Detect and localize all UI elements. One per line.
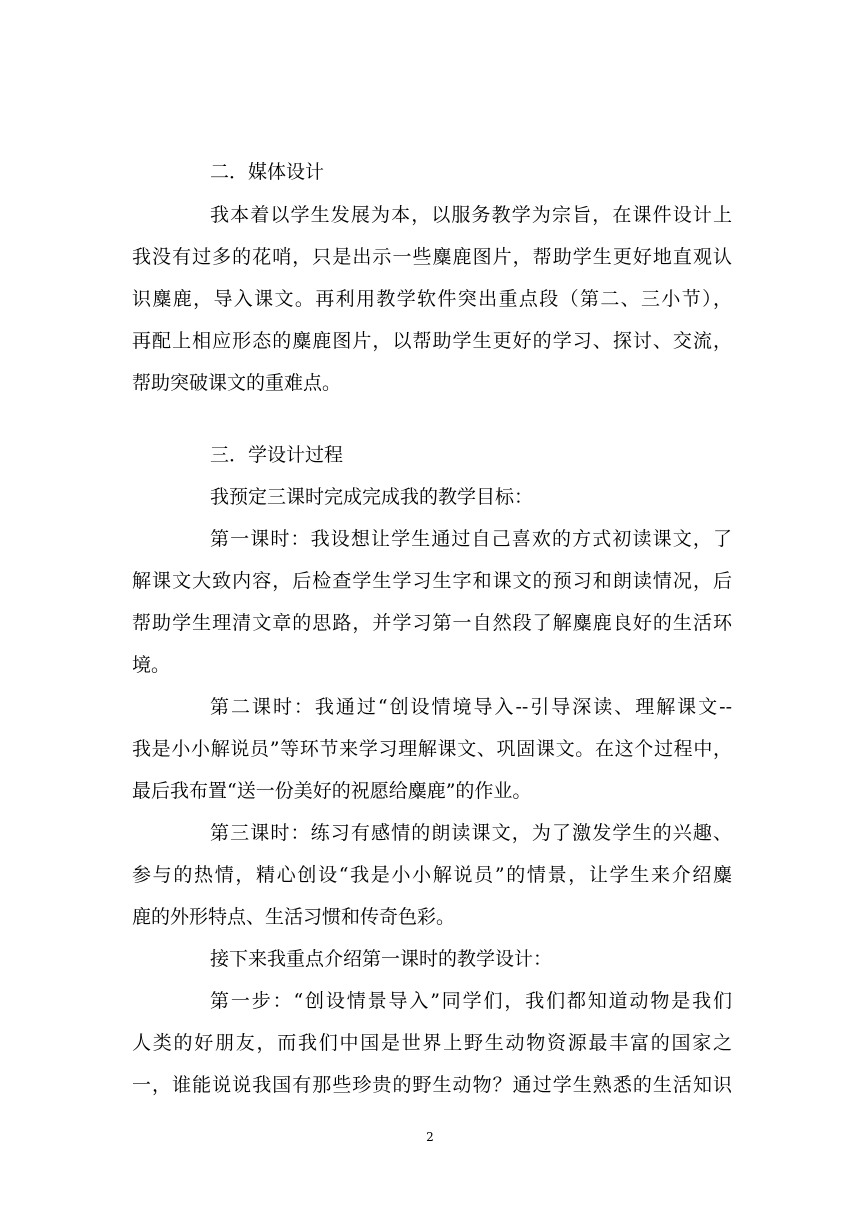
paragraph-line: 境。 bbox=[132, 654, 171, 676]
paragraph-line: 识麋鹿，导入课文。再利用教学软件突出重点段（第二、三小节）， bbox=[132, 288, 732, 310]
paragraph-line: 接下来我重点介绍第一课时的教学设计： bbox=[210, 948, 553, 970]
paragraph-line: 帮助突破课文的重难点。 bbox=[132, 372, 342, 394]
paragraph-line: 我预定三课时完成完成我的教学目标： bbox=[210, 486, 534, 508]
section-heading-process: 三．学设计过程 bbox=[210, 444, 344, 466]
paragraph-line: 我没有过多的花哨，只是出示一些麋鹿图片，帮助学生更好地直观认 bbox=[132, 246, 732, 268]
paragraph-line: 最后我布置“送一份美好的祝愿给麋鹿”的作业。 bbox=[132, 780, 532, 802]
paragraph-line: 第三课时：练习有感情的朗读课文，为了激发学生的兴趣、 bbox=[210, 822, 732, 844]
paragraph-line: 人类的好朋友，而我们中国是世界上野生动物资源最丰富的国家之 bbox=[132, 1032, 732, 1054]
paragraph-line: 帮助学生理清文章的思路，并学习第一自然段了解麋鹿良好的生活环 bbox=[132, 612, 732, 634]
paragraph-line: 鹿的外形特点、生活习惯和传奇色彩。 bbox=[132, 906, 456, 928]
section-heading-media: 二．媒体设计 bbox=[210, 161, 325, 183]
page-number: 2 bbox=[426, 1130, 434, 1144]
paragraph-line: 第二课时：我通过“创设情境导入--引导深读、理解课文-- bbox=[210, 696, 732, 718]
paragraph-line: 一，谁能说说我国有那些珍贵的野生动物？通过学生熟悉的生活知识 bbox=[132, 1074, 732, 1096]
paragraph-line: 解课文大致内容，后检查学生学习生字和课文的预习和朗读情况，后 bbox=[132, 570, 732, 592]
paragraph-line: 我本着以学生发展为本，以服务教学为宗旨，在课件设计上 bbox=[210, 204, 732, 226]
paragraph-line: 第一课时：我设想让学生通过自己喜欢的方式初读课文，了 bbox=[210, 528, 732, 550]
paragraph-line: 再配上相应形态的麋鹿图片，以帮助学生更好的学习、探讨、交流， bbox=[132, 330, 732, 352]
paragraph-line: 我是小小解说员”等环节来学习理解课文、巩固课文。在这个过程中， bbox=[132, 738, 732, 760]
paragraph-line: 第一步：“创设情景导入”同学们，我们都知道动物是我们 bbox=[210, 990, 732, 1012]
paragraph-line: 参与的热情，精心创设“我是小小解说员”的情景，让学生来介绍麋 bbox=[132, 864, 732, 886]
